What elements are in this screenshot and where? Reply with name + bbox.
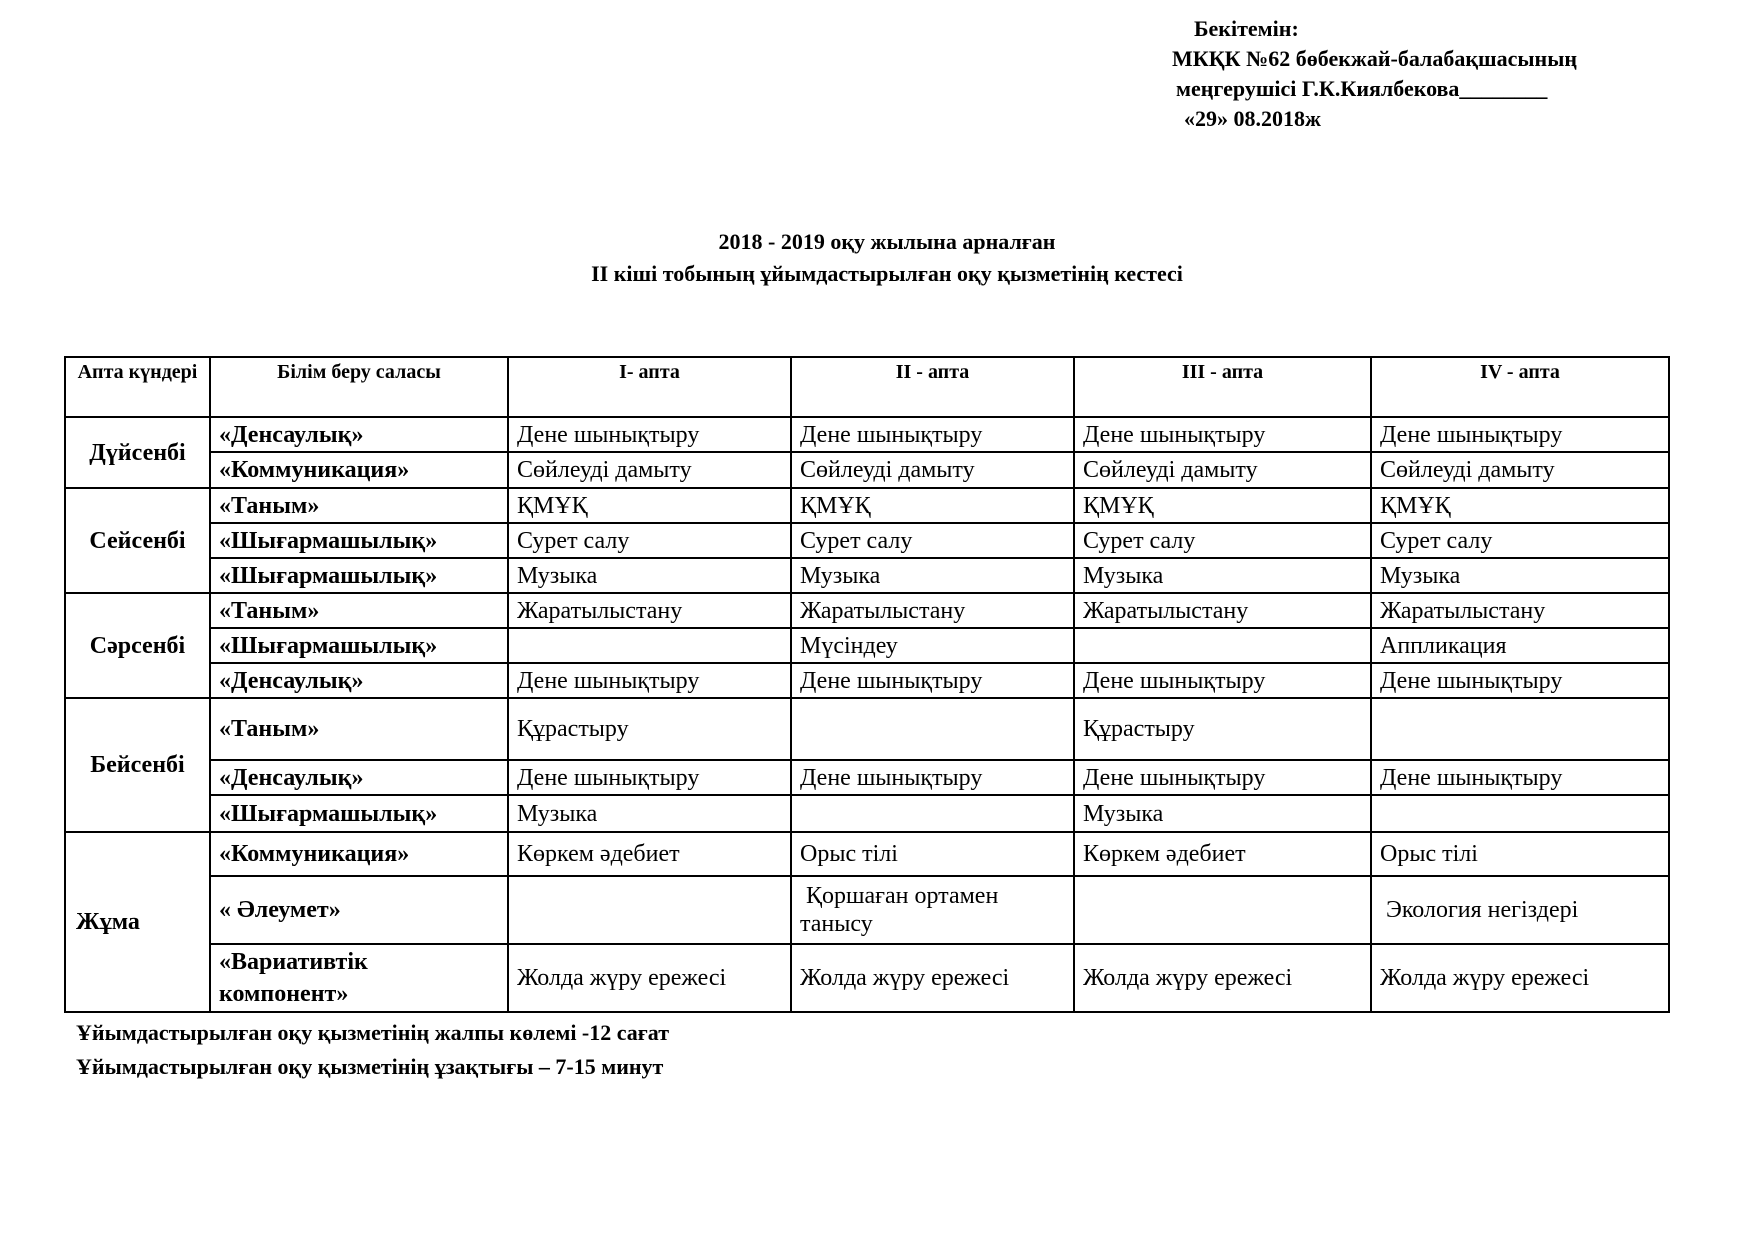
table-row bbox=[65, 488, 1669, 523]
day-friday: Жұма bbox=[65, 832, 210, 1012]
week-2-cell: Мүсіндеу bbox=[791, 628, 1074, 663]
week-2-cell: Музыка bbox=[791, 558, 1074, 593]
day-monday: Дүйсенбі bbox=[65, 417, 210, 488]
week-4-cell: Жаратылыстану bbox=[1371, 593, 1669, 628]
table-row bbox=[65, 832, 1669, 876]
header-week-4: IV - апта bbox=[1371, 357, 1669, 417]
week-1-cell: Дене шынықтыру bbox=[508, 760, 791, 795]
week-4-cell: Экология негіздері bbox=[1371, 876, 1669, 944]
area-cell: «Шығармашылық» bbox=[210, 558, 508, 593]
title-line-2: II кіші тобының ұйымдастырылған оқу қызметінің кестесі bbox=[591, 261, 1183, 286]
week-1-cell: Музыка bbox=[508, 558, 791, 593]
table-row bbox=[65, 593, 1669, 628]
table-row bbox=[65, 628, 1669, 663]
week-4-cell bbox=[1371, 698, 1669, 760]
approval-date: «29» 08.2018ж bbox=[1184, 106, 1321, 131]
approval-line-3: меңгерушісі Г.К.Киялбекова________ bbox=[1176, 76, 1548, 101]
week-3-cell: Музыка bbox=[1074, 795, 1371, 832]
week-1-cell: ҚМҰҚ bbox=[508, 488, 791, 523]
week-2-cell: Сөйлеуді дамыту bbox=[791, 452, 1074, 488]
week-1-cell: Жаратылыстану bbox=[508, 593, 791, 628]
approval-block bbox=[1172, 14, 1577, 134]
area-cell: « Әлеумет» bbox=[210, 876, 508, 944]
week-1-cell: Көркем әдебиет bbox=[508, 832, 791, 876]
week-4-cell: Музыка bbox=[1371, 558, 1669, 593]
header-row bbox=[65, 357, 1669, 417]
day-tuesday: Сейсенбі bbox=[65, 488, 210, 593]
header-week-1: I- апта bbox=[508, 357, 791, 417]
week-3-cell: Дене шынықтыру bbox=[1074, 760, 1371, 795]
duration-note: Ұйымдастырылған оқу қызметінің ұзақтығы – 7-15 минут bbox=[76, 1054, 664, 1079]
area-cell: «Таным» bbox=[210, 698, 508, 760]
day-wednesday: Сәрсенбі bbox=[65, 593, 210, 698]
week-2-cell: Жаратылыстану bbox=[791, 593, 1074, 628]
week-4-cell: Сурет салу bbox=[1371, 523, 1669, 558]
week-4-cell: Аппликация bbox=[1371, 628, 1669, 663]
week-2-cell: Орыс тілі bbox=[791, 832, 1074, 876]
week-4-cell: Жолда жүру ережесі bbox=[1371, 944, 1669, 1012]
week-4-cell: Сөйлеуді дамыту bbox=[1371, 452, 1669, 488]
week-2-cell bbox=[791, 795, 1074, 832]
table-row bbox=[65, 417, 1669, 452]
week-1-cell: Жолда жүру ережесі bbox=[508, 944, 791, 1012]
area-cell: «Шығармашылық» bbox=[210, 523, 508, 558]
title-line-1: 2018 - 2019 оқу жылына арналған bbox=[718, 229, 1056, 254]
week-1-cell: Дене шынықтыру bbox=[508, 663, 791, 698]
week-2-cell: Жолда жүру ережесі bbox=[791, 944, 1074, 1012]
week-1-cell bbox=[508, 876, 791, 944]
table-row bbox=[65, 452, 1669, 488]
footer-notes bbox=[76, 1016, 669, 1084]
week-3-cell: Сөйлеуді дамыту bbox=[1074, 452, 1371, 488]
area-cell: «Шығармашылық» bbox=[210, 628, 508, 663]
week-1-cell: Сөйлеуді дамыту bbox=[508, 452, 791, 488]
week-2-cell: Дене шынықтыру bbox=[791, 760, 1074, 795]
week-2-cell: Дене шынықтыру bbox=[791, 663, 1074, 698]
approval-line-2: МКҚК №62 бөбекжай-балабақшасының bbox=[1172, 46, 1578, 71]
header-week-3: III - апта bbox=[1074, 357, 1371, 417]
header-area: Білім беру саласы bbox=[210, 357, 508, 417]
table-row bbox=[65, 944, 1669, 1012]
day-thursday: Бейсенбі bbox=[65, 698, 210, 832]
week-3-cell: ҚМҰҚ bbox=[1074, 488, 1371, 523]
area-cell: «Денсаулық» bbox=[210, 417, 508, 452]
table-row bbox=[65, 876, 1669, 944]
week-3-cell bbox=[1074, 876, 1371, 944]
table-row bbox=[65, 523, 1669, 558]
week-3-cell: Көркем әдебиет bbox=[1074, 832, 1371, 876]
table-row bbox=[65, 558, 1669, 593]
week-3-cell: Сурет салу bbox=[1074, 523, 1371, 558]
week-1-cell bbox=[508, 628, 791, 663]
week-3-cell: Дене шынықтыру bbox=[1074, 663, 1371, 698]
area-cell: «Шығармашылық» bbox=[210, 795, 508, 832]
area-cell: «Таным» bbox=[210, 488, 508, 523]
week-4-cell: Дене шынықтыру bbox=[1371, 760, 1669, 795]
schedule-table bbox=[64, 356, 1670, 1013]
area-cell: «Коммуникация» bbox=[210, 832, 508, 876]
approval-line-1: Бекітемін: bbox=[1194, 16, 1299, 41]
area-cell: «Таным» bbox=[210, 593, 508, 628]
week-4-cell: Дене шынықтыру bbox=[1371, 663, 1669, 698]
table-row bbox=[65, 663, 1669, 698]
week-3-cell bbox=[1074, 628, 1371, 663]
header-day: Апта күндері bbox=[65, 357, 210, 417]
week-3-cell: Жолда жүру ережесі bbox=[1074, 944, 1371, 1012]
week-3-cell: Жаратылыстану bbox=[1074, 593, 1371, 628]
week-1-cell: Музыка bbox=[508, 795, 791, 832]
week-2-cell: Сурет салу bbox=[791, 523, 1074, 558]
area-cell: «Вариативтік компонент» bbox=[210, 944, 508, 1012]
week-3-cell: Дене шынықтыру bbox=[1074, 417, 1371, 452]
week-4-cell: Дене шынықтыру bbox=[1371, 417, 1669, 452]
week-2-cell: Дене шынықтыру bbox=[791, 417, 1074, 452]
week-1-cell: Сурет салу bbox=[508, 523, 791, 558]
table-row bbox=[65, 795, 1669, 832]
week-1-cell: Құрастыру bbox=[508, 698, 791, 760]
area-cell: «Денсаулық» bbox=[210, 760, 508, 795]
table-row bbox=[65, 760, 1669, 795]
week-2-cell bbox=[791, 698, 1074, 760]
header-week-2: II - апта bbox=[791, 357, 1074, 417]
week-3-cell: Музыка bbox=[1074, 558, 1371, 593]
week-3-cell: Құрастыру bbox=[1074, 698, 1371, 760]
area-cell: «Денсаулық» bbox=[210, 663, 508, 698]
document-title bbox=[0, 226, 1754, 290]
week-2-cell: Қоршаған ортамен танысу bbox=[791, 876, 1074, 944]
area-cell: «Коммуникация» bbox=[210, 452, 508, 488]
table-row bbox=[65, 698, 1669, 760]
week-2-cell: ҚМҰҚ bbox=[791, 488, 1074, 523]
total-volume-note: Ұйымдастырылған оқу қызметінің жалпы көлемі -12 сағат bbox=[76, 1020, 670, 1045]
week-4-cell bbox=[1371, 795, 1669, 832]
week-4-cell: Орыс тілі bbox=[1371, 832, 1669, 876]
week-4-cell: ҚМҰҚ bbox=[1371, 488, 1669, 523]
week-1-cell: Дене шынықтыру bbox=[508, 417, 791, 452]
